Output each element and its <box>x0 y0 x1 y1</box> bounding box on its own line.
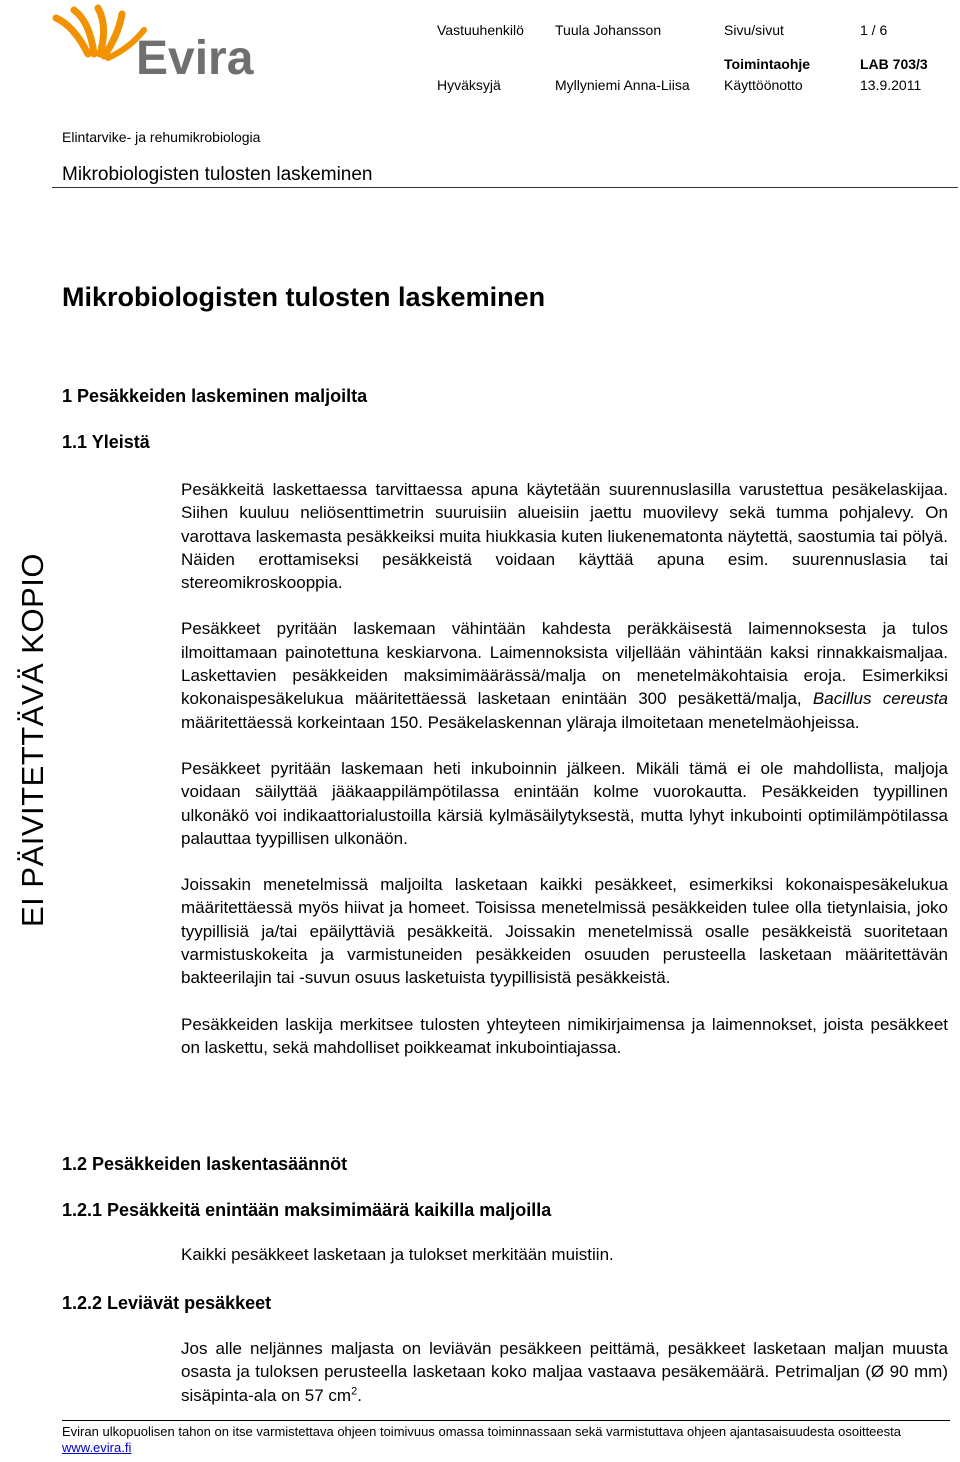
header-doc-title: Mikrobiologisten tulosten laskeminen <box>62 164 373 185</box>
section-heading-1-1: 1.1 Yleistä <box>62 432 150 452</box>
paragraph-5: Pesäkkeiden laskija merkitsee tulosten yhteyteen nimikirjaimensa ja laimennokset, joista pesäkkeet on laskettu, sekä mahdolliset poikkeamat inkubointiajassa. <box>181 1014 948 1057</box>
section-heading-1-2-2: 1.2.2 Leviävät pesäkkeet <box>62 1293 272 1313</box>
logo-wordmark: Evira <box>136 32 254 82</box>
section-heading-1: 1 Pesäkkeiden laskeminen maljoilta <box>62 386 368 406</box>
paragraph-1: Pesäkkeitä laskettaessa tarvittaessa apuna käytetään suurennuslasilla varustettua pesäkelaskijaa. Siihen kuuluu neliösenttimetrin suuruisiin alueisiin jaettu muovilevy sekä tumma pohjalevy. On varottava laskemasta pesäkkeiksi muita hiukkasia kuten liukenematonta näytettä, saostumia tai pölyä. Näiden erottamiseksi pesäkkeistä voidaan käyttää apuna esim. suurennuslasia tai stereomikroskooppia. <box>181 480 948 593</box>
watermark-text: EI PÄIVITETTÄVÄ KOPIO <box>15 553 50 927</box>
paragraph-4: Joissakin menetelmissä maljoilta lasketaan kaikki pesäkkeet, esimerkiksi kokonaispesäkelukua määritettäessä myös hiivat ja homeet. Toisissa menetelmissä pesäkkeiden tulee olla tietynlaisia, joko tyypillisiä ja/tai epäilyttäviä pesäkkeitä. Joissakin menetelmissä osalle pesäkkeistä suoritetaan varmistuskokeita ja varmistuneiden pesäkkeiden osuuden perusteella lasketaan määritettävän bakteerilajin tai -suvun osuus lasketuista tyypillisistä pesäkkeistä. <box>181 875 948 988</box>
footer-divider <box>62 1420 950 1421</box>
section-heading-1-2: 1.2 Pesäkkeiden laskentasäännöt <box>62 1154 348 1174</box>
section-1-1-body <box>181 478 948 1082</box>
paragraph-3: Pesäkkeet pyritään laskemaan heti inkuboinnin jälkeen. Mikäli tämä ei ole mahdollista, maljoja voidaan säilyttää jääkaappilämpötilassa enintään kolme vuorokautta. Pesäkkeiden tyypillinen ulkonäkö voi indikaattorialustoilla kärsiä kylmäsäilytyksestä, mutta lyhyt inkubointi optimilämpötilassa palauttaa tyypillisen ulkonäön. <box>181 758 948 848</box>
header-divider <box>52 187 958 188</box>
deployment-date: 13.9.2011 <box>860 77 922 93</box>
evira-logo <box>52 4 294 82</box>
organisation-unit: Elintarvike- ja rehumikrobiologia <box>62 129 261 145</box>
page-value: 1 / 6 <box>860 22 888 38</box>
page-title: Mikrobiologisten tulosten laskeminen <box>62 282 546 312</box>
doc-code: LAB 703/3 <box>860 56 928 72</box>
evira-link[interactable]: www.evira.fi <box>62 1440 132 1455</box>
paragraph-2: Pesäkkeet pyritään laskemaan vähintään kahdesta peräkkäisestä laimennoksesta ja tulos ilmoittamaan painotettuna keskiarvona. Laimennoksista viljellään vähintään kaksi rinnakkaismaljaa. Laskettavien pesäkkeiden maksimimäärässä/malja on menetelmäkohtaisia eroja. Esimerkiksi kokonaispesäkelukua määritettäessä lasketaan enintään 300 pesäkettä/malja, Bacillus cereusta määritettäessä korkeintaan 150. Pesäkelaskennan yläraja ilmoitetaan menetelmäohjeissa. <box>181 619 948 732</box>
responsible-value: Tuula Johansson <box>555 22 662 38</box>
footer-note: Eviran ulkopuolisen tahon on itse varmistettava ohjeen toimivuus omassa toiminnassaan sekä varmistuttava ohjeen ajantasaisuudesta osoitteesta www.evira.fi <box>62 1424 901 1455</box>
section-heading-1-2-1: 1.2.1 Pesäkkeitä enintään maksimimäärä kaikilla maljoilla <box>62 1200 552 1220</box>
species-name: Bacillus cereusta <box>812 689 948 709</box>
responsible-label: Vastuuhenkilö <box>437 22 524 38</box>
approved-label: Hyväksyjä <box>437 77 501 93</box>
approved-value: Myllyniemi Anna-Liisa <box>555 77 690 93</box>
paragraph-7: Jos alle neljännes maljasta on leviävän pesäkkeen peittämä, pesäkkeet lasketaan maljan muusta osasta ja tuloksen perusteella lasketaan koko maljaa vastaava pesäkemäärä. Petrimaljan (Ø 90 mm) sisäpinta-ala on 57 $cm^2$. <box>181 1339 948 1405</box>
paragraph-6: Kaikki pesäkkeet lasketaan ja tulokset merkitään muistiin. <box>181 1245 614 1264</box>
doc-type: Toimintaohje <box>724 56 811 72</box>
deployment-label: Käyttöönotto <box>724 77 803 93</box>
page-label: Sivu/sivut <box>724 22 784 38</box>
